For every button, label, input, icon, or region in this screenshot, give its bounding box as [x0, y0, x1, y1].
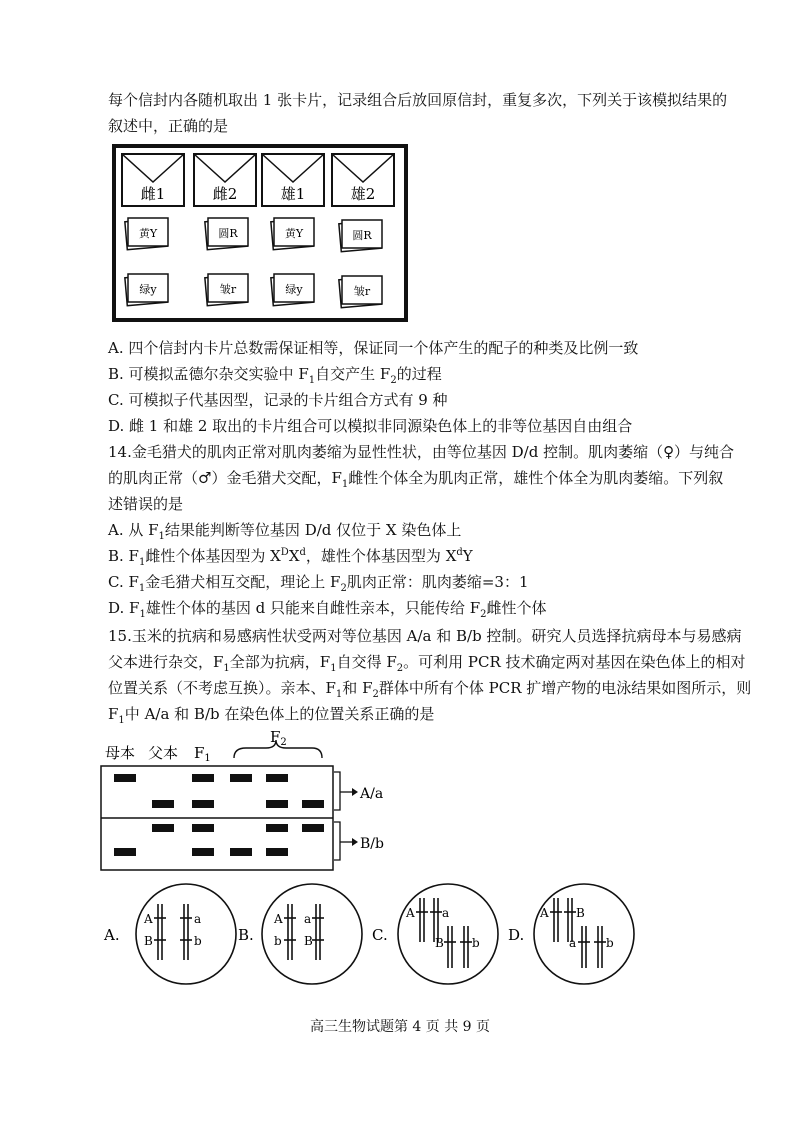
svg-text:圆R: 圆R: [218, 227, 238, 240]
svg-text:绿y: 绿y: [139, 283, 157, 296]
gel-band: [152, 800, 174, 808]
envelope-1: [122, 154, 184, 206]
gel-band: [302, 824, 324, 832]
page-footer: 高三生物试题第 4 页 共 9 页: [309, 1019, 491, 1035]
gel-band: [192, 774, 214, 782]
q15-option-b-label: B.: [238, 926, 254, 944]
envelope-2: [194, 154, 256, 206]
gel-band: [230, 848, 252, 856]
label-bb: B/b: [360, 836, 384, 852]
cell-d: [534, 884, 634, 984]
envelope-figure: [112, 144, 408, 322]
gel-band: [302, 800, 324, 808]
label-aa: A/a: [360, 786, 384, 802]
envelope-3: [262, 154, 324, 206]
envelope-label: 雌1: [140, 185, 166, 203]
svg-text:A: A: [274, 912, 283, 926]
q14-stem-line1: 14.金毛猎犬的肌肉正常对肌肉萎缩为显性性状，由等位基因 D/d 控制。肌肉萎缩（♀）与纯合: [108, 443, 735, 461]
gel-figure: [100, 728, 400, 878]
q14-stem-line3: 述错误的是: [108, 495, 184, 513]
gel-band: [114, 774, 136, 782]
gel-band: [192, 824, 214, 832]
gel-band: [192, 800, 214, 808]
chromosome-options: [100, 880, 700, 990]
svg-text:绿y: 绿y: [285, 283, 303, 296]
q15-stem-line1: 15.玉米的抗病和易感病性状受两对等位基因 A/a 和 B/b 控制。研究人员选择抗病母本与易感病: [108, 627, 742, 645]
svg-text:a: a: [304, 912, 312, 926]
card-stack: [205, 218, 248, 250]
card-stack: [125, 274, 168, 306]
svg-text:皱r: 皱r: [353, 285, 371, 298]
svg-text:A: A: [144, 912, 153, 926]
q15-option-c-label: C.: [372, 926, 388, 944]
svg-text:B: B: [144, 934, 153, 948]
gel-band: [230, 774, 252, 782]
card-stack: [205, 274, 248, 306]
q15-option-a-label: A.: [104, 926, 120, 944]
card-stack: [339, 220, 382, 252]
chromosome-pair: [154, 904, 192, 960]
gel-band: [114, 848, 136, 856]
envelope-4: [332, 154, 394, 206]
envelope-label: 雄2: [350, 185, 376, 203]
svg-text:b: b: [606, 936, 614, 950]
svg-text:皱r: 皱r: [219, 283, 237, 296]
card-stack: [271, 274, 314, 306]
lane-label-f1: $F_1$: [194, 744, 211, 764]
q13-stem-line1: 每个信封内各随机取出 1 张卡片，记录组合后放回原信封，重复多次，下列关于该模拟结果的: [108, 91, 728, 109]
q13-option-b: B. 可模拟孟德尔杂交实验中 $F_1$自交产生 $F_2$的过程: [108, 365, 442, 386]
gel-band: [192, 848, 214, 856]
q13-option-d: D. 雌 1 和雄 2 取出的卡片组合可以模拟非同源染色体上的非等位基因自由组合: [108, 417, 633, 435]
svg-text:黄Y: 黄Y: [284, 227, 304, 240]
gel-band: [152, 824, 174, 832]
svg-text:A: A: [540, 906, 549, 920]
svg-text:b: b: [472, 936, 480, 950]
gel-band: [266, 800, 288, 808]
q15-stem-line3: 位置关系（不考虑互换）。亲本、$F_1$和 $F_2$群体中所有个体 PCR 扩增产物的电泳结果如图所示，则: [108, 679, 752, 700]
card-stack: [125, 218, 168, 250]
q13-stem-line2: 叙述中，正确的是: [108, 117, 229, 135]
envelope-label: 雌2: [212, 185, 238, 203]
q14-stem-line2: 的肌肉正常（♂）金毛猎犬交配，$F_1$雌性个体全为肌肉正常，雄性个体全为肌肉萎缩。下列叙: [108, 469, 724, 490]
q15-stem-line2: 父本进行杂交，$F_1$全部为抗病，$F_1$自交得 $F_2$。可利用 PCR 技术确定两对基因在染色体上的相对: [108, 653, 746, 674]
q14-option-a: A. 从 $F_1$结果能判断等位基因 D/d 仅位于 X 染色体上: [108, 521, 462, 542]
svg-text:a: a: [442, 906, 450, 920]
q15-stem-line4: $F_1$中 A/a 和 B/b 在染色体上的位置关系正确的是: [108, 705, 435, 726]
lane-label-mother: 母本: [105, 744, 136, 762]
bracket-aa: [334, 772, 340, 810]
q15-option-d-label: D.: [508, 926, 525, 944]
f2-label: $F_2$: [270, 728, 287, 748]
svg-text:a: a: [569, 936, 577, 950]
gel-band: [266, 774, 288, 782]
svg-text:A: A: [406, 906, 415, 920]
svg-text:a: a: [194, 912, 202, 926]
svg-text:黄Y: 黄Y: [138, 227, 158, 240]
svg-text:B: B: [304, 934, 313, 948]
svg-text:b: b: [274, 934, 282, 948]
svg-text:B: B: [576, 906, 585, 920]
q14-option-b: B. $F_1$雌性个体基因型为 $X^DX^d$，雄性个体基因型为 $X^dY$: [108, 547, 473, 568]
gel-band: [266, 824, 288, 832]
lane-label-father: 父本: [148, 744, 179, 762]
card-stack: [271, 218, 314, 250]
card-stack: [339, 276, 382, 308]
svg-text:B: B: [435, 936, 444, 950]
bracket-bb: [334, 822, 340, 860]
envelope-label: 雄1: [280, 185, 306, 203]
q14-option-c: C. $F_1$金毛猎犬相互交配，理论上 $F_2$肌肉正常：肌肉萎缩=3：1: [108, 573, 529, 594]
q13-option-c: C. 可模拟子代基因型，记录的卡片组合方式有 9 种: [108, 391, 448, 409]
svg-text:圆R: 圆R: [352, 229, 372, 242]
q13-option-a: A. 四个信封内卡片总数需保证相等，保证同一个体产生的配子的种类及比例一致: [108, 339, 639, 357]
gel-band: [266, 848, 288, 856]
svg-text:b: b: [194, 934, 202, 948]
q14-option-d: D. $F_1$雄性个体的基因 d 只能来自雌性亲本，只能传给 $F_2$雌性个体: [108, 599, 547, 620]
